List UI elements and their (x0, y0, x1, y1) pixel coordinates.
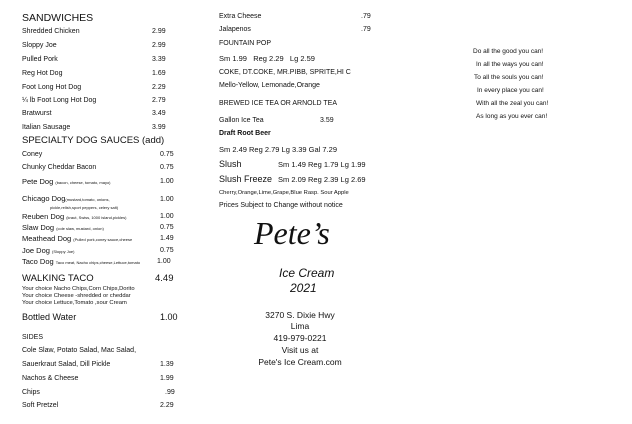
menu-item-name (22, 257, 140, 266)
menu-item-price: 1.00 (160, 312, 178, 322)
menu-item-price: 1.00 (160, 178, 174, 185)
menu-item-price: 3.39 (152, 56, 166, 63)
item-desc: (kraut, Swiss, 1000 island,pickles) (66, 215, 127, 220)
menu-item-price: 1.00 (160, 196, 174, 203)
menu-item-price: 0.75 (160, 224, 174, 231)
address-street: 3270 S. Dixie Hwy (265, 310, 335, 320)
item-desc: (cole slaw, mustard, onion) (56, 226, 104, 231)
menu-item-price: 3.49 (152, 110, 166, 117)
menu-item-price: 3.59 (320, 117, 334, 124)
menu-item-price: .79 (361, 13, 371, 20)
menu-item-name: Coney (22, 151, 43, 158)
menu-item-name: Chunky Cheddar Bacon (22, 164, 97, 171)
menu-item-price: 2.79 (152, 97, 166, 104)
menu-item-name: Foot Long Hot Dog (22, 84, 82, 91)
menu-item-price: 0.75 (160, 164, 174, 171)
item-title: Reuben Dog (22, 212, 65, 221)
item-desc: pickle,relish,sport peppers, celery salt) (50, 205, 119, 210)
phone-number: 419-979-0221 (273, 333, 327, 343)
option-line: Your choice Nacho Chips,Corn Chips,Dorito (22, 286, 135, 292)
menu-item-price: 2.99 (152, 28, 166, 35)
size-price: Reg 2.29 (253, 54, 284, 63)
menu-item-name: ¼ lb Foot Long Hot Dog (22, 97, 97, 104)
menu-item-price: 3.99 (152, 124, 166, 131)
walking-taco-heading: WALKING TACO (22, 273, 94, 284)
menu-item-price: 2.29 (152, 84, 166, 91)
quote-line: In all the ways you can! (476, 61, 544, 68)
slush-freeze-sizes: Sm 2.09 Reg 2.39 Lg 2.69 (278, 175, 366, 184)
slush-freeze-label: Slush Freeze (219, 174, 273, 184)
item-desc: (mustard,tomato, onions, (65, 197, 110, 202)
root-beer-sizes: Sm 2.49 Reg 2.79 Lg 3.39 Gal 7.29 (219, 145, 337, 154)
size-price: Lg 2.59 (289, 54, 315, 63)
option-line: Your choice Lettuce,Tomato ,sour Cream (22, 299, 127, 306)
sandwiches-heading: SANDWICHES (22, 12, 94, 24)
address-city: Lima (290, 321, 310, 331)
menu-item-name (22, 194, 110, 203)
menu-item-name: Chips (22, 389, 40, 396)
quote-line: To all the souls you can! (474, 74, 544, 81)
visit-label: Visit us at (281, 345, 319, 355)
fountain-flavors: COKE, DT.COKE, MR.PIBB, SPRITE,HI C (219, 69, 351, 76)
menu-item-name: Soft Pretzel (22, 402, 59, 409)
menu-item-name: Extra Cheese (219, 13, 262, 20)
menu-item-name: Gallon Ice Tea (219, 117, 264, 124)
brand-logo: Pete’s (254, 215, 330, 251)
walking-taco-price: 4.49 (155, 273, 174, 284)
menu-item-name: Shredded Chicken (22, 28, 80, 35)
sides-line: Sauerkraut Salad, Dill Pickle (22, 361, 111, 368)
menu-item-price: 2.99 (152, 42, 166, 49)
fountain-sizes (219, 54, 315, 63)
tea-heading: BREWED ICE TEA OR ARNOLD TEA (219, 100, 337, 107)
menu-item-name (22, 246, 75, 255)
menu-item-price: .79 (361, 26, 371, 33)
slush-flavors: Cherry,Orange,Lime,Grape,Blue Rasp. Sour Apple (219, 190, 349, 196)
menu-item-name: Bottled Water (22, 312, 77, 322)
fountain-heading: FOUNTAIN POP (219, 40, 271, 47)
item-title: Chicago Dog (22, 194, 66, 203)
root-beer-heading: Draft Root Beer (219, 130, 271, 137)
item-desc: (Pulled pork,coney sauce,cheese (73, 237, 133, 242)
item-desc: (Sloppy Joe) (52, 249, 75, 254)
size-price: Sm 1.99 (219, 54, 247, 63)
menu-item-price: 2.29 (160, 402, 174, 409)
sides-line: Cole Slaw, Potato Salad, Mac Salad, (22, 347, 137, 354)
walking-taco-options (22, 286, 135, 306)
quote-line: Do all the good you can! (473, 48, 544, 55)
item-title: Pete Dog (22, 177, 54, 186)
item-title: Slaw Dog (22, 223, 55, 232)
menu-item-name (22, 223, 104, 232)
sides-heading: SIDES (22, 334, 44, 341)
quote-line: As long as you ever can! (476, 113, 548, 120)
menu-item-name (22, 177, 111, 186)
slush-label: Slush (219, 159, 242, 169)
item-desc: (bacon, cheese, tomato, mayo) (55, 180, 111, 185)
menu-item-name: Pulled Pork (22, 56, 58, 63)
menu-item-price: 1.99 (160, 375, 174, 382)
specialty-heading: SPECIALTY DOG SAUCES (add) (22, 135, 165, 146)
item-desc: Taco meat, Nacho chips,cheese,Lettuce,tomato (55, 260, 141, 265)
menu-item-price: 1.00 (160, 213, 174, 220)
menu-item-name: Bratwurst (22, 110, 52, 117)
menu-item-price: 0.75 (160, 151, 174, 158)
website: Pete's Ice Cream.com (258, 357, 342, 367)
menu-item-name: Italian Sausage (22, 124, 71, 131)
menu-item-name: Nachos & Cheese (22, 375, 79, 382)
quote-line: With all the zeal you can! (476, 100, 549, 107)
menu-item-name (22, 212, 126, 221)
menu-item-price: 1.69 (152, 70, 166, 77)
quote-line: In every place you can! (477, 87, 544, 94)
item-title: Joe Dog (22, 246, 50, 255)
option-line: Your choice Cheese -shredded or cheddar (22, 292, 131, 299)
menu-item-price: .99 (165, 389, 175, 396)
menu-item-price: 1.00 (157, 258, 171, 265)
menu-item-name (22, 234, 132, 243)
menu-item-name: Reg Hot Dog (22, 70, 63, 77)
menu-item-name: Jalapenos (219, 26, 251, 33)
item-title: Taco Dog (22, 257, 54, 266)
menu-item-price: 1.49 (160, 235, 174, 242)
prices-note: Prices Subject to Change without notice (219, 202, 343, 209)
menu-item-price: 0.75 (160, 247, 174, 254)
fountain-flavors: Mello-Yellow, Lemonade,Orange (219, 82, 320, 89)
brand-year: 2021 (290, 281, 317, 295)
menu-item-name: Sloppy Joe (22, 42, 57, 49)
brand-tagline: Ice Cream (279, 266, 335, 280)
item-title: Meathead Dog (22, 234, 72, 243)
menu-item-price: 1.39 (160, 361, 174, 368)
slush-sizes: Sm 1.49 Reg 1.79 Lg 1.99 (278, 160, 366, 169)
